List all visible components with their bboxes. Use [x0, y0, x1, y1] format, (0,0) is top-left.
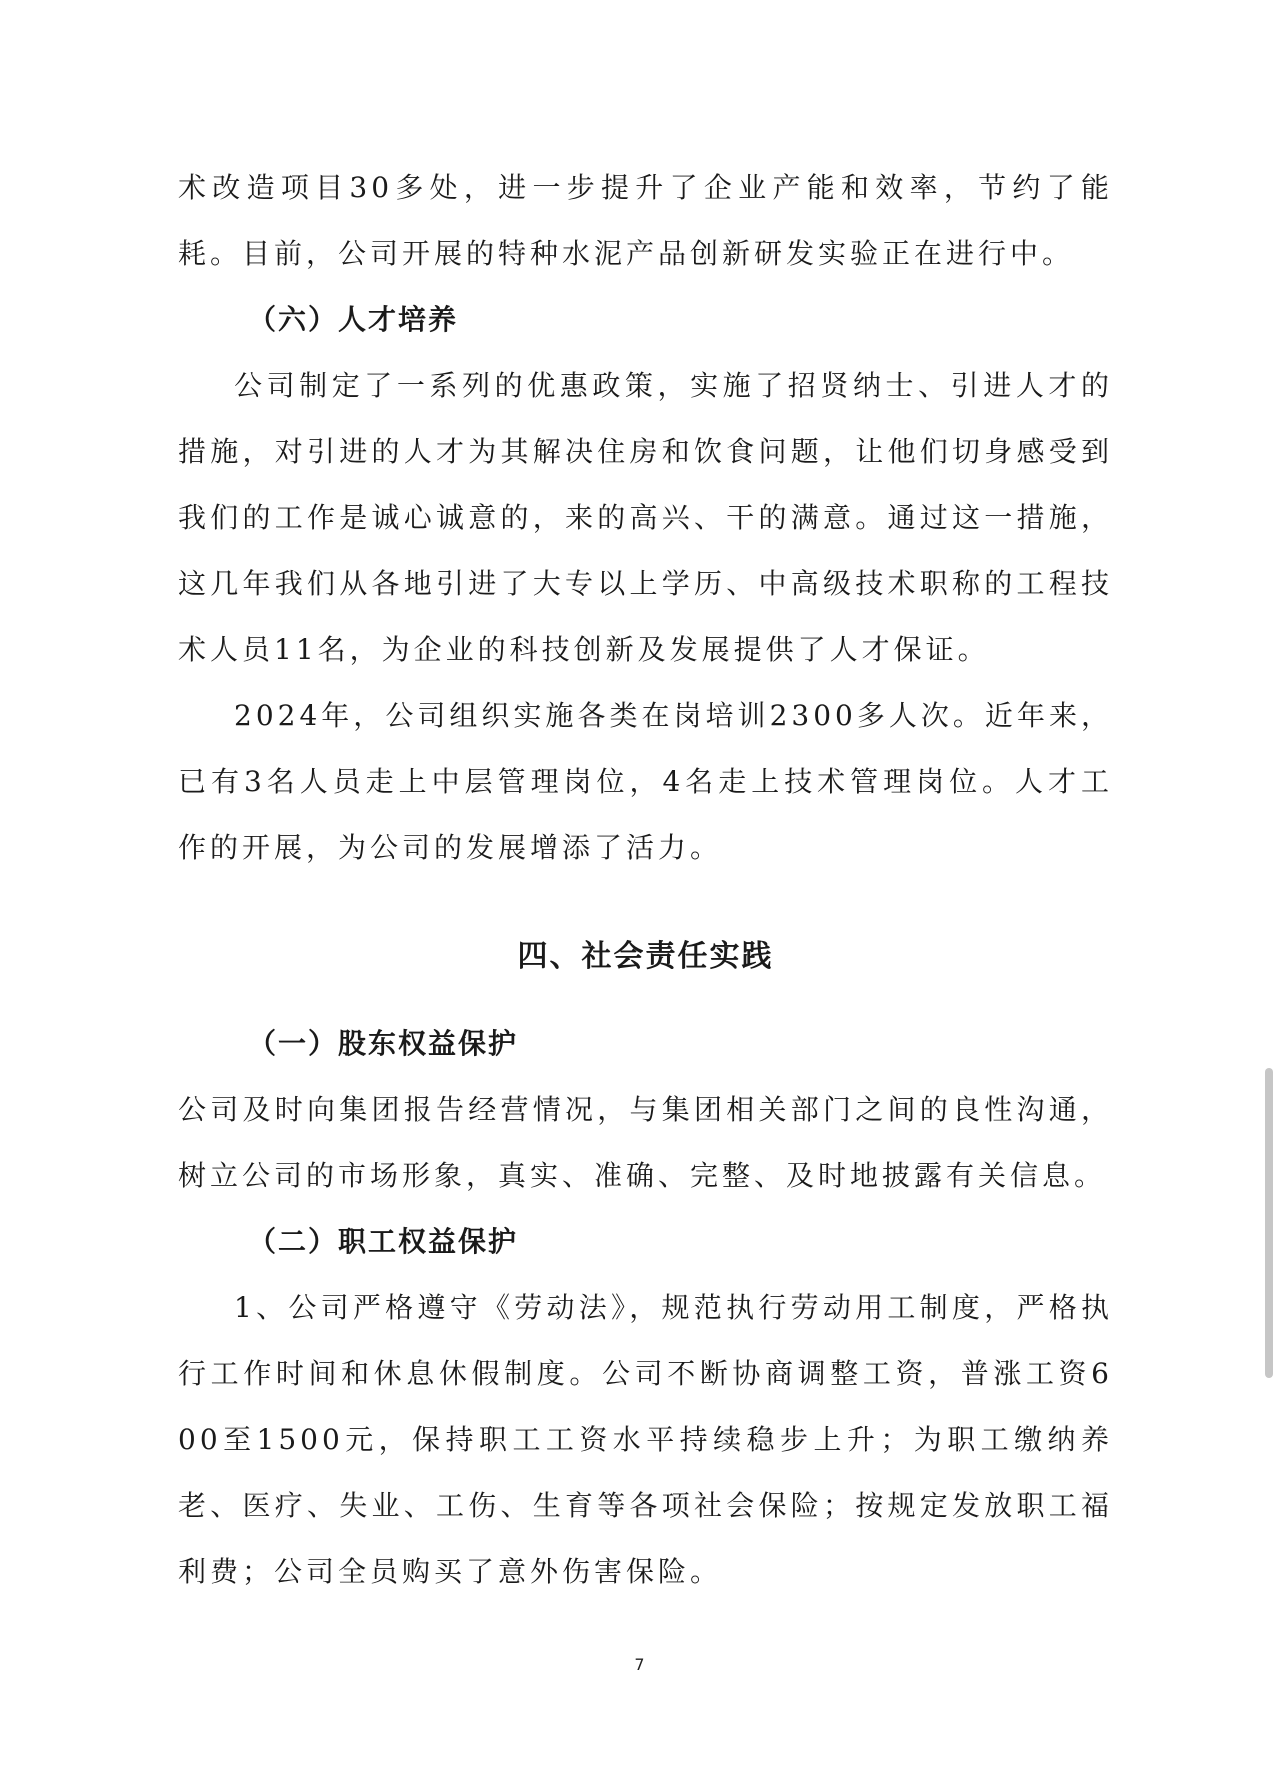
- page-number: 7: [634, 1655, 645, 1674]
- document-body: [178, 155, 1113, 1605]
- scrollbar-track[interactable]: [1263, 0, 1273, 1783]
- paragraph-training-2024: 2024年，公司组织实施各类在岗培训2300多人次。近年来，已有3名人员走上中层管理岗位，4名走上技术管理岗位。人才工作的开展，为公司的发展增添了活力。: [178, 699, 1113, 864]
- paragraph-shareholder-rights: 公司及时向集团报告经营情况，与集团相关部门之间的良性沟通，树立公司的市场形象，真实、准确、完整、及时地披露有关信息。: [178, 1093, 1113, 1192]
- paragraph-employee-rights: 1、公司严格遵守《劳动法》，规范执行劳动用工制度，严格执行工作时间和休息休假制度。公司不断协商调整工资，普涨工资600至1500元，保持职工工资水平持续稳步上升；为职工缴纳养老、医疗、失业、工伤、生育等各项社会保险；按规定发放职工福利费；公司全员购买了意外伤害保险。: [178, 1291, 1113, 1588]
- paragraph-talent-policy: 公司制定了一系列的优惠政策，实施了招贤纳士、引进人才的措施，对引进的人才为其解决住房和饮食问题，让他们切身感受到我们的工作是诚心诚意的，来的高兴、干的满意。通过这一措施，这几年我们从各地引进了大专以上学历、中高级技术职称的工程技术人员11名，为企业的科技创新及发展提供了人才保证。: [178, 369, 1113, 666]
- subheading-shareholder-rights: （一）股东权益保护: [248, 1027, 519, 1060]
- paragraph-tech-renovation: 术改造项目30多处，进一步提升了企业产能和效率，节约了能耗。目前，公司开展的特种水泥产品创新研发实验正在进行中。: [178, 171, 1113, 270]
- subheading-talent-training: （六）人才培养: [248, 303, 459, 336]
- scrollbar-thumb[interactable]: [1265, 1068, 1273, 1378]
- section-title-social-responsibility: 四、社会责任实践: [517, 939, 774, 974]
- subheading-employee-rights: （二）职工权益保护: [248, 1225, 519, 1258]
